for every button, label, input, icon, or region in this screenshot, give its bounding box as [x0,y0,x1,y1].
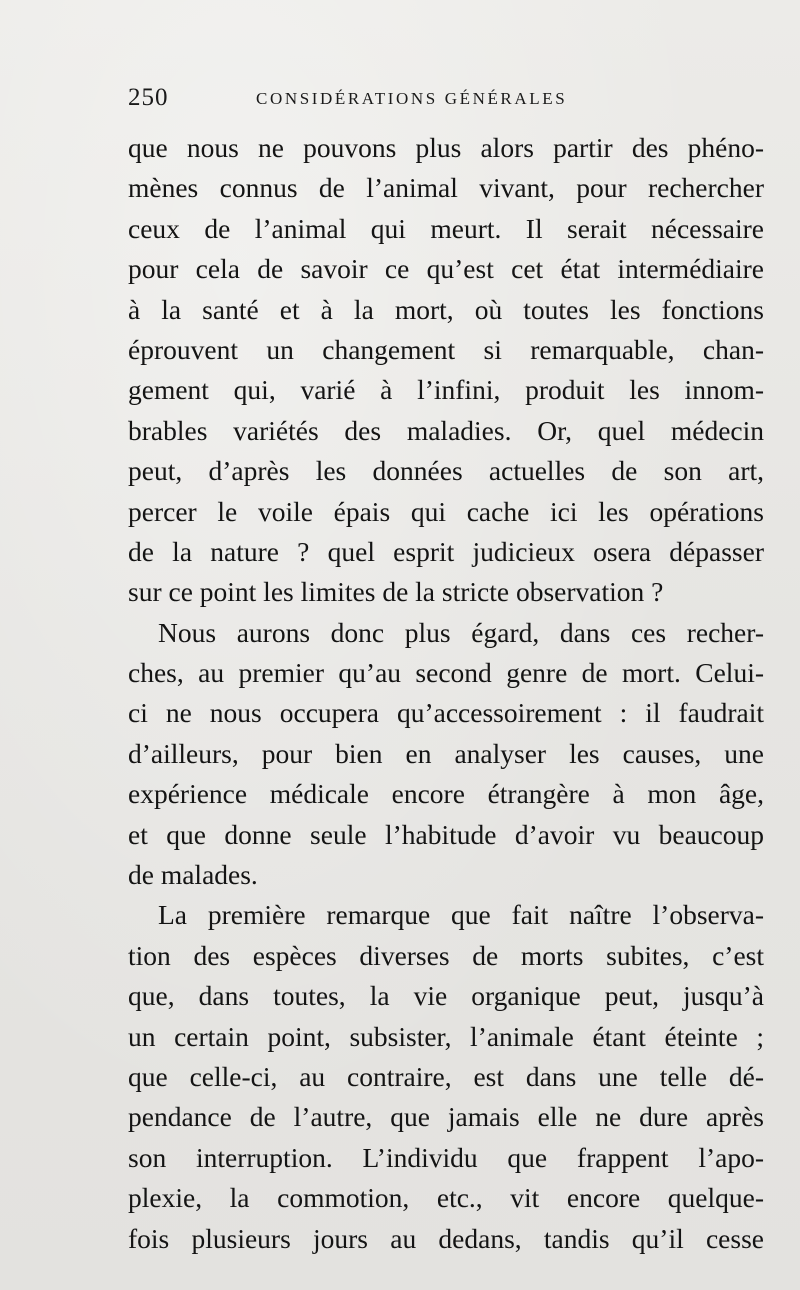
text-line: un certain point, subsister, l’animale étant éteinte ; [128,1020,764,1052]
text-line: éprouvent un changement si remarquable, chan- [128,333,764,365]
text-line: plexie, la commotion, etc., vit encore quelque- [128,1182,764,1214]
text-line: pendance de l’autre, que jamais elle ne dure après [128,1101,764,1133]
text-line: fois plusieurs jours au dedans, tandis qu’il cesse [128,1222,764,1254]
body-text [128,128,764,1259]
text-line: La première remarque que fait naître l’observa- [158,899,764,931]
text-line: ches, au premier qu’au second genre de mort. Celui- [128,657,764,689]
text-line: gement qui, varié à l’infini, produit les innom- [128,374,764,406]
text-line: mènes connus de l’animal vivant, pour rechercher [128,172,764,204]
text-line: que celle-ci, au contraire, est dans une telle dé- [128,1060,764,1092]
text-line: ci ne nous occupera qu’accessoirement : il faudrait [128,697,764,729]
running-title: CONSIDÉRATIONS GÉNÉRALES [256,89,568,108]
page-header [128,84,768,114]
text-line: ceux de l’animal qui meurt. Il serait nécessaire [128,212,764,244]
text-line: d’ailleurs, pour bien en analyser les causes, une [128,737,764,769]
page-number: 250 [128,84,169,111]
text-line: que nous ne pouvons plus alors partir des phéno- [128,132,764,163]
text-line: expérience médicale encore étrangère à mon âge, [128,778,764,810]
text-line: et que donne seule l’habitude d’avoir vu beaucoup [128,818,764,850]
text-line: son interruption. L’individu que frappent l’apo- [128,1141,764,1173]
text-line: que, dans toutes, la vie organique peut, jusqu’à [128,980,764,1012]
text-line: percer le voile épais qui cache ici les opérations [128,495,764,527]
text-line: Nous aurons donc plus égard, dans ces recher- [158,616,764,648]
text-line: de malades. [128,859,258,891]
text-line: à la santé et à la mort, où toutes les fonctions [128,293,764,325]
text-line: de la nature ? quel esprit judicieux osera dépasser [128,535,764,567]
text-line: tion des espèces diverses de morts subites, c’est [128,939,764,971]
text-line: brables variétés des maladies. Or, quel médecin [128,414,764,446]
text-line: peut, d’après les données actuelles de son art, [128,455,764,487]
text-line: pour cela de savoir ce qu’est cet état intermédiaire [128,253,764,285]
text-line: sur ce point les limites de la stricte observation ? [128,576,664,608]
